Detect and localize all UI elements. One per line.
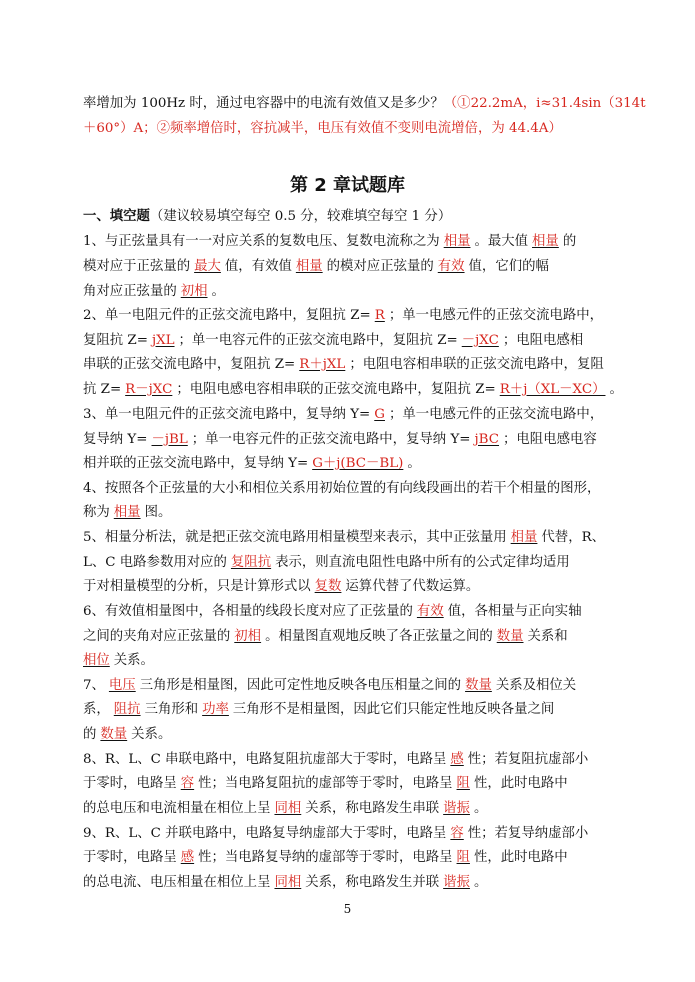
q6-text: 6、有效值相量图中，各相量的线段长度对应了正弦量的 <box>83 604 413 619</box>
q8-text: 。 <box>473 801 488 816</box>
q4-line-2 <box>83 501 623 525</box>
q2-text: 串联的正弦交流电路中，复阻抗 Z= <box>83 357 296 372</box>
q2-text: 。 <box>609 382 623 397</box>
q3-text: 相并联的正弦交流电路中，复导纳 Y= <box>83 456 309 471</box>
q8-line-2 <box>83 772 623 796</box>
section-heading: 一、填空题 <box>83 209 150 224</box>
q3-line-1 <box>83 403 623 427</box>
q3-line-3 <box>83 452 623 476</box>
q1-line-3 <box>83 280 623 304</box>
q2-answer-6: R＋j（XL－XC） <box>499 382 606 397</box>
q7-text: 的 <box>83 727 97 742</box>
q4-answer-1: 相量 <box>113 505 141 520</box>
q4-text: 称为 <box>83 505 110 520</box>
q8-text: 于零时，电路呈 <box>83 776 177 791</box>
prev-answer-part-2: ＋60°）A；②频率增倍时，容抗减半，电压有效值不变则电流增倍，为 44.4A） <box>83 121 562 136</box>
q5-line-1 <box>83 526 623 550</box>
q5-text: 5、相量分析法，就是把正弦交流电路用相量模型来表示，其中正弦量用 <box>83 530 507 545</box>
q3-answer-3: jBC <box>474 432 500 447</box>
q1-text: 。最大值 <box>474 234 529 249</box>
q6-text: 关系和 <box>527 629 568 644</box>
q1-text: 。 <box>211 284 225 299</box>
q9-answer-1: 容 <box>450 826 464 841</box>
q1-text: 模对应于正弦量的 <box>83 259 191 274</box>
q1-answer-5: 有效 <box>437 259 465 274</box>
q1-text: 1、与正弦量具有一一对应关系的复数电压、复数电流称之为 <box>83 234 440 249</box>
q6-answer-2: 初相 <box>234 629 262 644</box>
q7-line-2 <box>83 698 623 722</box>
q9-line-3 <box>83 871 623 895</box>
q3-answer-2: －jBL <box>151 432 188 447</box>
q6-line-2 <box>83 625 623 649</box>
q5-text: L、C 电路参数用对应的 <box>83 555 227 570</box>
q8-answer-5: 谐振 <box>443 801 470 816</box>
q1-text: 的 <box>562 234 577 249</box>
q3-text: 复导纳 Y= <box>83 432 148 447</box>
prev-question-text: 率增加为 100Hz 时，通过电容器中的电流有效值又是多少？ <box>83 96 444 111</box>
q3-text: ；单一电感元件的正弦交流电路中， <box>388 407 604 422</box>
q2-line-2 <box>83 329 623 353</box>
q2-text: ；电阻电感相 <box>502 333 584 348</box>
q7-line-3 <box>83 723 623 747</box>
q1-answer-3: 最大 <box>194 259 221 274</box>
q3-answer-1: G <box>374 407 385 422</box>
q7-text: 三角形是相量图，因此可定性地反映各电压相量之间的 <box>139 678 462 693</box>
q8-text: 的总电压和电流相量在相位上呈 <box>83 801 271 816</box>
q6-text: 关系。 <box>113 653 154 668</box>
q8-text: 8、R、L、C 串联电路中，电路复阻抗虚部大于零时，电路呈 <box>83 752 447 767</box>
q7-text: 7、 <box>83 678 105 693</box>
q4-text: 4、按照各个正弦量的大小和相位关系用初始位置的有向线段画出的若干个相量的图形， <box>83 481 601 496</box>
q7-answer-3: 阻抗 <box>113 702 141 717</box>
q2-line-3 <box>83 353 623 377</box>
q7-answer-4: 功率 <box>202 702 229 717</box>
section-note: （建议较易填空每空 0.5 分，较难填空每空 1 分） <box>149 209 452 224</box>
q3-answer-4: G＋j(BC－BL) <box>312 456 404 471</box>
q8-line-1 <box>83 748 623 772</box>
q9-answer-3: 阻 <box>456 850 470 865</box>
q8-text: 关系，称电路发生串联 <box>305 801 440 816</box>
q3-text: 3、单一电阻元件的正弦交流电路中，复导纳 Y= <box>83 407 371 422</box>
q2-answer-5: R－jXC <box>125 382 173 397</box>
q9-text: 的总电流、电压相量在相位上呈 <box>83 875 271 890</box>
q6-line-3 <box>83 649 623 673</box>
q8-answer-4: 同相 <box>274 801 302 816</box>
q1-text: 值，它们的幅 <box>468 259 549 274</box>
q3-text: 。 <box>407 456 421 471</box>
q3-text: ；单一电容元件的正弦交流电路中，复导纳 Y= <box>191 432 471 447</box>
q5-answer-3: 复数 <box>314 579 342 594</box>
q8-text: 性；当电路复阻抗的虚部等于零时，电路呈 <box>198 776 453 791</box>
q2-answer-4: R＋jXL <box>299 357 346 372</box>
q7-text: 三角形不是相量图，因此它们只能定性地反映各量之间 <box>232 702 555 717</box>
q8-answer-2: 容 <box>180 776 195 791</box>
q2-answer-1: R <box>374 308 385 323</box>
q9-line-1 <box>83 822 623 846</box>
q9-text: 关系，称电路发生并联 <box>305 875 440 890</box>
q6-text: 值，各相量与正向实轴 <box>447 604 582 619</box>
q7-text: 关系。 <box>131 727 172 742</box>
page-number: 5 <box>343 902 352 916</box>
q1-answer-2: 相量 <box>532 234 559 249</box>
q1-line-2 <box>83 255 623 279</box>
q7-text: 系， <box>83 702 110 717</box>
q1-text: 值，有效值 <box>224 259 292 274</box>
q2-text: 抗 Z= <box>83 382 122 397</box>
q8-answer-3: 阻 <box>456 776 470 791</box>
q3-text: ；电阻电感电容 <box>503 432 597 447</box>
q2-text: ；单一电容元件的正弦交流电路中，复阻抗 Z= <box>178 333 458 348</box>
q5-text: 代替，R、 <box>541 530 606 545</box>
prev-answer-line-1 <box>83 92 646 116</box>
q6-line-1 <box>83 600 623 624</box>
q1-answer-4: 相量 <box>295 259 323 274</box>
q9-line-2 <box>83 846 623 870</box>
q1-answer-6: 初相 <box>180 284 208 299</box>
q5-line-3 <box>83 575 623 599</box>
q9-text: 于零时，电路呈 <box>83 850 177 865</box>
q9-answer-5: 谐振 <box>443 875 470 890</box>
q6-answer-3: 数量 <box>496 629 524 644</box>
q7-answer-2: 数量 <box>465 678 492 693</box>
q5-answer-2: 复阻抗 <box>230 555 272 570</box>
q8-text: 性，此时电路中 <box>473 776 568 791</box>
q9-text: 9、R、L、C 并联电路中，电路复导纳虚部大于零时，电路呈 <box>83 826 447 841</box>
q9-answer-2: 感 <box>180 850 195 865</box>
q2-line-4 <box>83 378 623 402</box>
q6-answer-1: 有效 <box>416 604 444 619</box>
q5-text: 表示，则直流电阻性电路中所有的公式定律均适用 <box>275 555 570 570</box>
q9-answer-4: 同相 <box>274 875 302 890</box>
q7-answer-5: 数量 <box>100 727 128 742</box>
q7-text: 三角形和 <box>144 702 199 717</box>
q5-line-2 <box>83 551 623 575</box>
q5-text: 运算代替了代数运算。 <box>345 579 480 594</box>
q1-text: 的模对应正弦量的 <box>326 259 434 274</box>
q2-text: ；单一电感元件的正弦交流电路中， <box>388 308 604 323</box>
q3-line-2 <box>83 428 623 452</box>
prev-answer-part-1: （①22.2mA，i≈31.4sin（314t <box>443 96 646 111</box>
q8-text: 性；若复阻抗虚部小 <box>467 752 589 767</box>
q2-text: ；电阻电容相串联的正弦交流电路中，复阻 <box>349 357 604 372</box>
q9-text: 性，此时电路中 <box>473 850 568 865</box>
q1-text: 角对应正弦量的 <box>83 284 177 299</box>
q4-text: 图。 <box>144 505 172 520</box>
q7-text: 关系及相位关 <box>495 678 577 693</box>
q9-text: 性；当电路复导纳的虚部等于零时，电路呈 <box>198 850 453 865</box>
q7-line-1 <box>83 674 623 698</box>
q5-answer-1: 相量 <box>510 530 538 545</box>
prev-answer-line-2 <box>83 117 623 141</box>
q1-answer-1: 相量 <box>443 234 471 249</box>
section-header <box>83 205 623 229</box>
q2-answer-2: jXL <box>151 333 175 348</box>
q2-text: ；电阻电感电容相串联的正弦交流电路中，复阻抗 Z= <box>176 382 496 397</box>
q4-line-1 <box>83 477 623 501</box>
q7-answer-1: 电压 <box>108 678 136 693</box>
q8-line-3 <box>83 797 623 821</box>
q1-line-1 <box>83 230 623 254</box>
chapter-title: 第 2 章试题库 <box>289 175 406 196</box>
q2-line-1 <box>83 304 623 328</box>
q6-answer-4: 相位 <box>83 653 110 668</box>
q5-text: 于对相量模型的分析，只是计算形式以 <box>83 579 311 594</box>
q6-text: 之间的夹角对应正弦量的 <box>83 629 231 644</box>
q9-text: 。 <box>473 875 488 890</box>
q2-text: 2、单一电阻元件的正弦交流电路中，复阻抗 Z= <box>83 308 371 323</box>
q2-answer-3: －jXC <box>461 333 499 348</box>
q2-text: 复阻抗 Z= <box>83 333 148 348</box>
q8-answer-1: 感 <box>450 752 464 767</box>
q9-text: 性；若复导纳虚部小 <box>467 826 589 841</box>
q6-text: 。相量图直观地反映了各正弦量之间的 <box>265 629 493 644</box>
